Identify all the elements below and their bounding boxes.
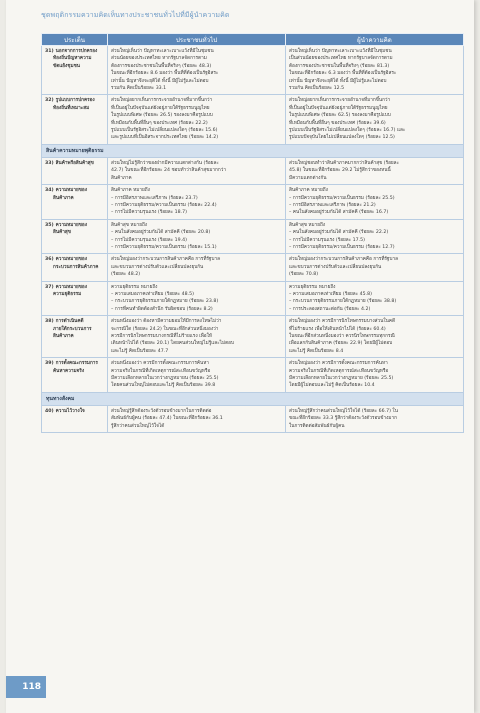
topic-line: ท้องถิ่นปัญหาความ [53, 56, 92, 62]
topic-line: กระบวนการสินค้าภาค [53, 264, 99, 270]
cell-text-line: รวมกัน คิดเป็นร้อยละ 12.5 [289, 86, 345, 92]
table-row [42, 254, 464, 281]
table-body [42, 46, 464, 433]
cell-text-line: – การมีความยุติธรรม/ความเป็นธรรม (ร้อยละ 22.4) [111, 202, 217, 208]
column-header-opinion-leaders: ผู้นำความคิด [286, 34, 464, 46]
cell-text-line: ส่วนใหญ่ไม่รู้สึกว่าของฝากมีความแตกต่างกัน (ร้อยละ [111, 160, 219, 166]
cell-text-line: มีความเลือกหลายในเวกว่างกฎหมายน (ร้อยละ 25.5) [111, 376, 219, 382]
topic-line: สินค้าสุข [53, 230, 71, 236]
cell-text-line: – การประลองสถานะต่อกัน (ร้อยละ 4.2) [289, 306, 371, 312]
topic-line: สินค้าภาค [53, 195, 74, 201]
topic-line: ค้นหาความจริง [53, 368, 85, 374]
topic-cell [42, 281, 108, 316]
cell-text-line: ส่วนใหญ่เห็นว่า ปัญหาทะเลาะเบาะแว้งที่มีในชุมชน [111, 49, 214, 54]
cell-text-line: ควรมีการนิรโทษกรรมบางกรณีที่ไม่ร้ายแรง เพื่อให้ [111, 334, 212, 339]
cell-text-line: ส่วนใหญ่มองว่า ควรมีการนิรโทษกรรมบางส่วนในคดี [289, 319, 396, 325]
topic-line: ความหมายของ [55, 188, 88, 194]
opinion-leaders-cell [286, 316, 464, 358]
item-number: 40) [45, 408, 54, 414]
opinion-leaders-cell [286, 46, 464, 95]
cell-text-line: ในการติดต่อสัมพันธ์กับผู้คน [289, 423, 345, 429]
cell-text-line: – ความเสมอภาคเท่าเทียม (ร้อยละ 45.8) [289, 291, 372, 297]
cell-text-line: ในรูปแบบพิเศษ (ร้อยละ 62.5) รองลงมาคือรูปแบบ [289, 113, 391, 119]
general-public-cell [108, 316, 286, 358]
cell-text-line: ขณะที่อีกร้อยละ 33.3 รู้สึกว่าต้องระวังตัวรอบข้างมาก [289, 416, 397, 422]
table-row [42, 281, 464, 316]
cell-text-line: ส่วนหนึ่งมองว่า ต้องหามีความยอมให้มีการลงโทษไม่ว่า [111, 319, 222, 325]
general-public-cell [108, 281, 286, 316]
cell-text-line: รูปแบบปัจจุบันโดยไม่เปลี่ยนแปลงใดๆ (ร้อยละ 12.5) [289, 135, 395, 141]
item-number: 31) [45, 49, 54, 54]
cell-text-line: – การไม่มีความรุนแรง (ร้อยละ 19.4) [111, 237, 187, 243]
cell-text-line: ส่วนใหญ่อยากเห็นการกระจายอำนาจที่มากขึ้นกว่า [289, 98, 391, 104]
cell-text-line: – การไม่มีความรุนแรง (ร้อยละ 17.5) [289, 237, 365, 243]
cell-text-line: และไม่รู้ คิดเป็นร้อยละ 8.4 [289, 348, 344, 354]
topic-line: การดำเนินคดี [55, 319, 84, 325]
topic-cell [42, 95, 108, 144]
cell-text-line: ในรูปแบบพิเศษ (ร้อยละ 26.5) รองลงมาคือรูปแบบ [111, 113, 213, 119]
table-header-row [42, 34, 464, 46]
opinion-leaders-cell [286, 185, 464, 220]
cell-text-line: เป็นส่วนน้อยของประเทศไทย หากรัฐบาลจัดการตาม [289, 56, 393, 62]
cell-text-line: ในขณะที่อีกร้อยละ 8.6 มองว่า พื้นที่ที่ต้องเป็นรัฐอิสระ [111, 71, 219, 77]
cell-text-line: ในขณะที่อีกร้อยละ 6.3 มองว่า พื้นที่ที่ต้องเป็นรัฐอิสระ [289, 71, 397, 77]
general-public-cell [108, 95, 286, 144]
topic-line: ความยุติธรรม [53, 291, 82, 297]
topic-line: ท้องถิ่นที่เหมาะสม [53, 105, 90, 111]
cell-text-line: – การที่คนทำผิดต้องสำนึก รับผิดชอบ (ร้อยละ 8.2) [111, 306, 213, 312]
table-row [42, 316, 464, 358]
topic-cell [42, 219, 108, 254]
item-number: 32) [45, 98, 54, 104]
cell-text-line: (ร้อยละ 70.8) [289, 272, 319, 278]
cell-text-line: ที่เป็นอยู่ในปัจจุบันแต่ยังอยู่ภายใต้รัฐธรรมนูญไทย [289, 105, 388, 111]
opinion-leaders-cell [286, 219, 464, 254]
cell-text-line: ความจริงในกรณีที่เกิดเหตุการณ์สะเทือนขวัญหรือ [111, 368, 211, 374]
opinion-leaders-cell [286, 95, 464, 144]
item-number: 38) [45, 319, 54, 325]
cell-text-line: รูปแบบเป็นรัฐอิสระไม่เปลี่ยนแปลงใดๆ (ร้อยละ 15.6) [111, 128, 218, 134]
cell-text-line: สินค้าภาค หมายถึง [111, 188, 150, 194]
cell-text-line: เท่านั้น ปัญหาจึงจะยุติได้ ทั้งนี้ มีผู้ไม่รู้และไม่ตอบ [289, 78, 387, 84]
table-row [42, 157, 464, 184]
general-public-cell [108, 219, 286, 254]
cell-text-line: สินค้าภาค หมายถึง [289, 188, 328, 194]
opinion-leaders-cell [286, 254, 464, 281]
opinion-leaders-cell [286, 157, 464, 184]
cell-text-line: – การมีความยุติธรรม/ความเป็นธรรม (ร้อยละ 15.1) [111, 244, 217, 250]
cell-text-line: และรูปแบบที่เป็นอิสระจากประเทศไทย (ร้อยละ 14.2) [111, 135, 219, 141]
cell-text-line: มีความแตกต่างกัน [289, 175, 327, 181]
cell-text-line: ส่วนใหญ่รู้สึกว่าคนส่วนใหญ่ไว้ใจได้ (ร้อยละ 66.7) ใน [289, 408, 398, 414]
cell-text-line: – การมีความยุติธรรม/ความเป็นธรรม (ร้อยละ 12.7) [289, 244, 395, 250]
general-public-cell [108, 157, 286, 184]
cell-text-line: สัมพันธ์กับผู้คน (ร้อยละ 47.4) ในขณะที่อีกร้อยละ 36.1 [111, 416, 223, 422]
comparison-table [41, 33, 464, 433]
cell-text-line: รู้สึกว่าคนส่วนใหญ่ไว้ใจได้ [111, 423, 165, 429]
cell-text-line: – กระบวนการยุติธรรมภายใต้กฎหมาย (ร้อยละ 38.8) [289, 299, 397, 305]
cell-text-line: – การมีความยุติธรรม/ความเป็นธรรม (ร้อยละ 25.5) [289, 195, 395, 201]
cell-text-line: ต้องการของประชาชนในพื้นที่จริงๆ (ร้อยละ 48.3) [111, 63, 212, 69]
section-header-row [42, 392, 464, 405]
document-page [6, 0, 474, 713]
running-header: ชุดพฤติกรรมความคิดเห็นทางประชาชนทั่วไปที่มีผู้นำความคิด [41, 11, 230, 19]
cell-text-line: ส่วนใหญ่เห็นว่า ปัญหาทะเลาะเบาะแว้งที่มีในชุมชน [289, 49, 392, 54]
cell-text-line: ในขณะที่อีกส่วนหนึ่งมองว่า ควรนิรโทษกรรมทุกกรณี [289, 334, 395, 339]
cell-text-line: สินค้าสุข หมายถึง [289, 222, 326, 228]
item-number: 33) [45, 160, 54, 166]
cell-text-line: โดยมีผู้ไม่ตอบและไม่รู้ คิดเป็นร้อยละ 10.4 [289, 383, 375, 389]
cell-text-line: รวมกัน คิดเป็นร้อยละ 33.1 [111, 86, 167, 92]
topic-line: สินค้าพรีอสินค้าสุข [55, 160, 94, 166]
cell-text-line: ที่เหมือนกับพื้นที่อื่นๆ ของประเทศ (ร้อยละ 39.6) [289, 120, 386, 126]
comparison-table-container [41, 33, 463, 433]
topic-line: การตั้งคณะกรรมการ [55, 361, 98, 367]
general-public-cell [108, 254, 286, 281]
topic-cell [42, 358, 108, 393]
section-title: ทุนทางสังคม [42, 392, 464, 405]
cell-text-line: ส่วนใหญ่มองว่ากระบวนการสินค้าภาคคือ การที่รัฐบาล [111, 257, 220, 263]
item-number: 37) [45, 284, 54, 290]
topic-cell [42, 185, 108, 220]
item-number: 35) [45, 222, 54, 228]
cell-text-line: ความยุติธรรม หมายถึง [289, 284, 336, 290]
cell-text-line: ส่วนหนึ่งมองว่า ควรมีการตั้งคณะกรรมการค้นหา [111, 361, 209, 367]
cell-text-line: ส่วนใหญ่มองว่า ควรมีการตั้งคณะกรรมการค้นหา [289, 361, 388, 367]
cell-text-line: เพื่อแลกกับสินค้าภาค (ร้อยละ 22.9) โดยมีผู้ไม่ตอบ [289, 341, 393, 347]
opinion-leaders-cell [286, 281, 464, 316]
cell-text-line: ส่วนใหญ่อยากเห็นการกระจายอำนาจที่มากขึ้นกว่า [111, 98, 213, 104]
topic-cell [42, 405, 108, 432]
general-public-cell [108, 405, 286, 432]
topic-cell [42, 157, 108, 184]
topic-cell [42, 316, 108, 358]
cell-text-line: เท่านั้น ปัญหาจึงจะยุติได้ ทั้งนี้ มีผู้ไม่รู้และไม่ตอบ [111, 78, 209, 84]
cell-text-line: – การไม่มีความรุนแรง (ร้อยละ 18.7) [111, 210, 187, 216]
cell-text-line: – คนในสังคมอยู่ร่วมกันได้ สามัคคี (ร้อยละ 22.2) [289, 230, 389, 236]
cell-text-line: ที่ไม่ร้ายแรง เพื่อให้เดินหน้าไปได้ (ร้อยละ 60.4) [289, 326, 386, 332]
topic-line: ภายใต้กระบวนการ [53, 326, 92, 332]
topic-line: ความไว้วางใจ [55, 408, 85, 414]
section-title: สินค้าความหมายพุติธรรม [42, 144, 464, 157]
topic-line: ความหมายของ [55, 284, 88, 290]
table-row [42, 95, 464, 144]
table-row [42, 358, 464, 393]
cell-text-line: จะกรณีใด (ร้อยละ 24.2) ในขณะที่อีกส่วนหนึ่งมองว่า [111, 326, 219, 332]
cell-text-line: – คนในสังคมอยู่ร่วมกันได้ สามัคคี (ร้อยละ 16.7) [289, 210, 389, 216]
topic-line: นอกจากการปกครอง [55, 49, 98, 54]
cell-text-line: – การมีอิสรภาพและเสรีภาพ (ร้อยละ 23.7) [111, 195, 198, 201]
opinion-leaders-cell [286, 405, 464, 432]
topic-cell [42, 46, 108, 95]
cell-text-line: (ร้อยละ 48.2) [111, 272, 141, 278]
cell-text-line: ส่วนใหญ่รู้สึกต้องระวังตัวรอบข้างมากในการติดต่อ [111, 408, 212, 414]
cell-text-line: – การมีอิสรภาพและเสรีภาพ (ร้อยละ 21.2) [289, 202, 376, 208]
cell-text-line: – กระบวนการยุติธรรมภายใต้กฎหมาย (ร้อยละ 23.8) [111, 299, 219, 305]
general-public-cell [108, 358, 286, 393]
table-row [42, 185, 464, 220]
cell-text-line: ที่เป็นอยู่ในปัจจุบันแต่ยังอยู่ภายใต้รัฐธรรมนูญไทย [111, 105, 210, 111]
topic-line: สินค้าภาค [53, 334, 74, 339]
cell-text-line: ที่เหมือนกับพื้นที่อื่นๆ ของประเทศ (ร้อยละ 22.2) [111, 120, 208, 126]
item-number: 36) [45, 257, 54, 263]
cell-text-line: ความยุติธรรม หมายถึง [111, 284, 158, 290]
table-row [42, 405, 464, 432]
cell-text-line: มีความเลือกหลายในเวกว่างกฎหมาย (ร้อยละ 25.5) [289, 376, 394, 382]
cell-text-line: 45.8) ในขณะที่อีกร้อยละ 29.2 ไม่รู้สึกว่าของหนนี้ [289, 168, 391, 174]
page-number: 118 [6, 676, 46, 698]
item-number: 39) [45, 361, 54, 367]
cell-text-line: และขบวนการต่างปรับตัวและเปลี่ยนปลงยุบกัน [111, 264, 204, 270]
cell-text-line: รูปแบบเป็นรัฐอิสระไม่เปลี่ยนแปลงใดๆ (ร้อยละ 16.7) และ [289, 128, 406, 134]
item-number: 34) [45, 188, 54, 194]
cell-text-line: ส่วนน้อยของประเทศไทย หากรัฐบาลจัดการตาม [111, 56, 207, 62]
cell-text-line: ส่วนใหญ่มองว่ากระบวนการสินค้าภาคคือ การที่รัฐบาล [289, 257, 398, 263]
cell-text-line: และไม่รู้ คิดเป็นร้อยละ 47.7 [111, 348, 169, 354]
column-header-topic: ประเด็น [42, 34, 108, 46]
cell-text-line: สินค้าสุข หมายถึง [111, 222, 148, 228]
cell-text-line: 42.7) ในขณะที่อีกร้อยละ 24 ชอบทำว่าสินค้าสุขมากกว่า [111, 168, 226, 174]
column-header-general-public: ประชาชนทั่วไป [108, 34, 286, 46]
topic-line: ความหมายของ [55, 257, 88, 263]
general-public-cell [108, 46, 286, 95]
cell-text-line: สินค้าภาค [111, 175, 132, 181]
section-header-row [42, 144, 464, 157]
topic-line: รูปแบบการปกครอง [55, 98, 95, 104]
cell-text-line: ต้องการของประชาชนในพื้นที่จริงๆ (ร้อยละ 81.3) [289, 63, 390, 69]
cell-text-line: – คนในสังคมอยู่ร่วมกันได้ สามัคคี (ร้อยละ 20.8) [111, 230, 211, 236]
cell-text-line: โดยคนส่วนใหญ่ไม่ตอบและไม่รู้ คิดเป็นร้อยละ 39.8 [111, 383, 216, 389]
topic-line: ขัดแย้งชุมชน [53, 63, 80, 69]
cell-text-line: ความจริงในกรณีที่เกิดเหตุการณ์สะเทือนขวัญหรือ [289, 368, 389, 374]
cell-text-line: – ความเสมอภาคเท่าเทียม (ร้อยละ 48.5) [111, 291, 194, 297]
topic-cell [42, 254, 108, 281]
opinion-leaders-cell [286, 358, 464, 393]
cell-text-line: และขบวนการต่างปรับตัวและเปลี่ยนปลงยุบกัน [289, 264, 382, 270]
cell-text-line: ส่วนใหญ่ชอบทำว่าสินค้าภาคมากกว่าสินค้าสุข (ร้อยละ [289, 160, 400, 166]
general-public-cell [108, 185, 286, 220]
topic-line: ความหมายของ [55, 222, 88, 228]
table-row [42, 46, 464, 95]
cell-text-line: เดินหน้าไปได้ (ร้อยละ 20.1) โดยคนส่วนใหญ่ไม่รู้และไม่ตอบ [111, 341, 234, 347]
table-row [42, 219, 464, 254]
